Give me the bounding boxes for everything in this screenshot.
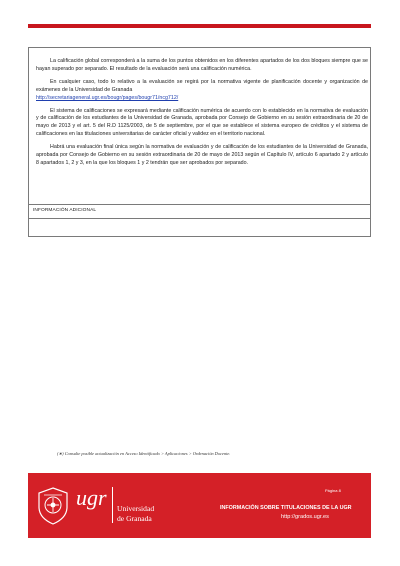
paragraph-final-evaluation: Habrá una evaluación final única según la normativa de evaluación y de calificación de los estudiantes de la Universidad de Granada, aprobada por Consejo de Gobierno en su sesión extraordinaria de 20 de mayo de 2013 según el Capítulo IV, artículo 6 apartado 2 y artículo 8 apartados 1, 2 y 3, en la que los bloques 1 y 2 tendrán que ser aprobados por separado. — [36, 144, 368, 166]
footer-website-link[interactable]: http://grados.ugr.es — [281, 514, 329, 520]
section-divider-bottom — [28, 218, 371, 219]
ugr-logo-text: ugr — [76, 485, 107, 510]
regulations-link[interactable]: http://secretariageneral.ugr.es/bougr/pages/bougr71/ncg712/ — [36, 94, 179, 101]
footer-banner — [28, 473, 371, 538]
additional-info-heading: INFORMACIÓN ADICIONAL — [33, 208, 97, 213]
university-name-line2: de Granada — [117, 514, 152, 523]
university-seal-icon — [36, 487, 70, 525]
footnote: (∗) Consulte posible actualización en Acceso Identificado > Aplicaciones > Ordenación Docente. — [57, 451, 231, 456]
logo-divider — [112, 487, 113, 523]
section-divider-top — [28, 204, 371, 205]
page-number: Página 8 — [325, 488, 341, 493]
evaluation-text — [36, 58, 368, 173]
paragraph-grading-system: El sistema de calificaciones se expresará mediante calificación numérica de acuerdo con lo establecido en la normativa de evaluación y de calificación de los estudiantes de la Universidad de Granada, aprobada por Consejo de Gobierno en su sesión extraordinaria de 20 de mayo de 2013 y el art. 5 del R.D 1125/2003, de 5 de septiembre, por el que se establece el sistema europeo de créditos y el sistema de calificaciones en las titulaciones universitarias de carácter oficial y validez en el territorio nacional. — [36, 107, 368, 138]
regulations-text: En cualquier caso, todo lo relativo a la evaluación se regirá por la normativa vigente de planificación docente y organización de exámenes de la Universidad de Granada — [36, 78, 368, 93]
paragraph-regulations — [36, 79, 368, 103]
header-red-bar — [28, 24, 371, 28]
footer-info-title: INFORMACIÓN SOBRE TITULACIONES DE LA UGR — [220, 505, 352, 511]
paragraph-global-grade: La calificación global corresponderá a la suma de los puntos obtenidos en los diferentes apartados de los dos bloques siempre que se hayan superado por separado. El resultado de la evaluación será una calificación numérica. — [36, 58, 368, 72]
university-name-line1: Universidad — [117, 504, 155, 513]
